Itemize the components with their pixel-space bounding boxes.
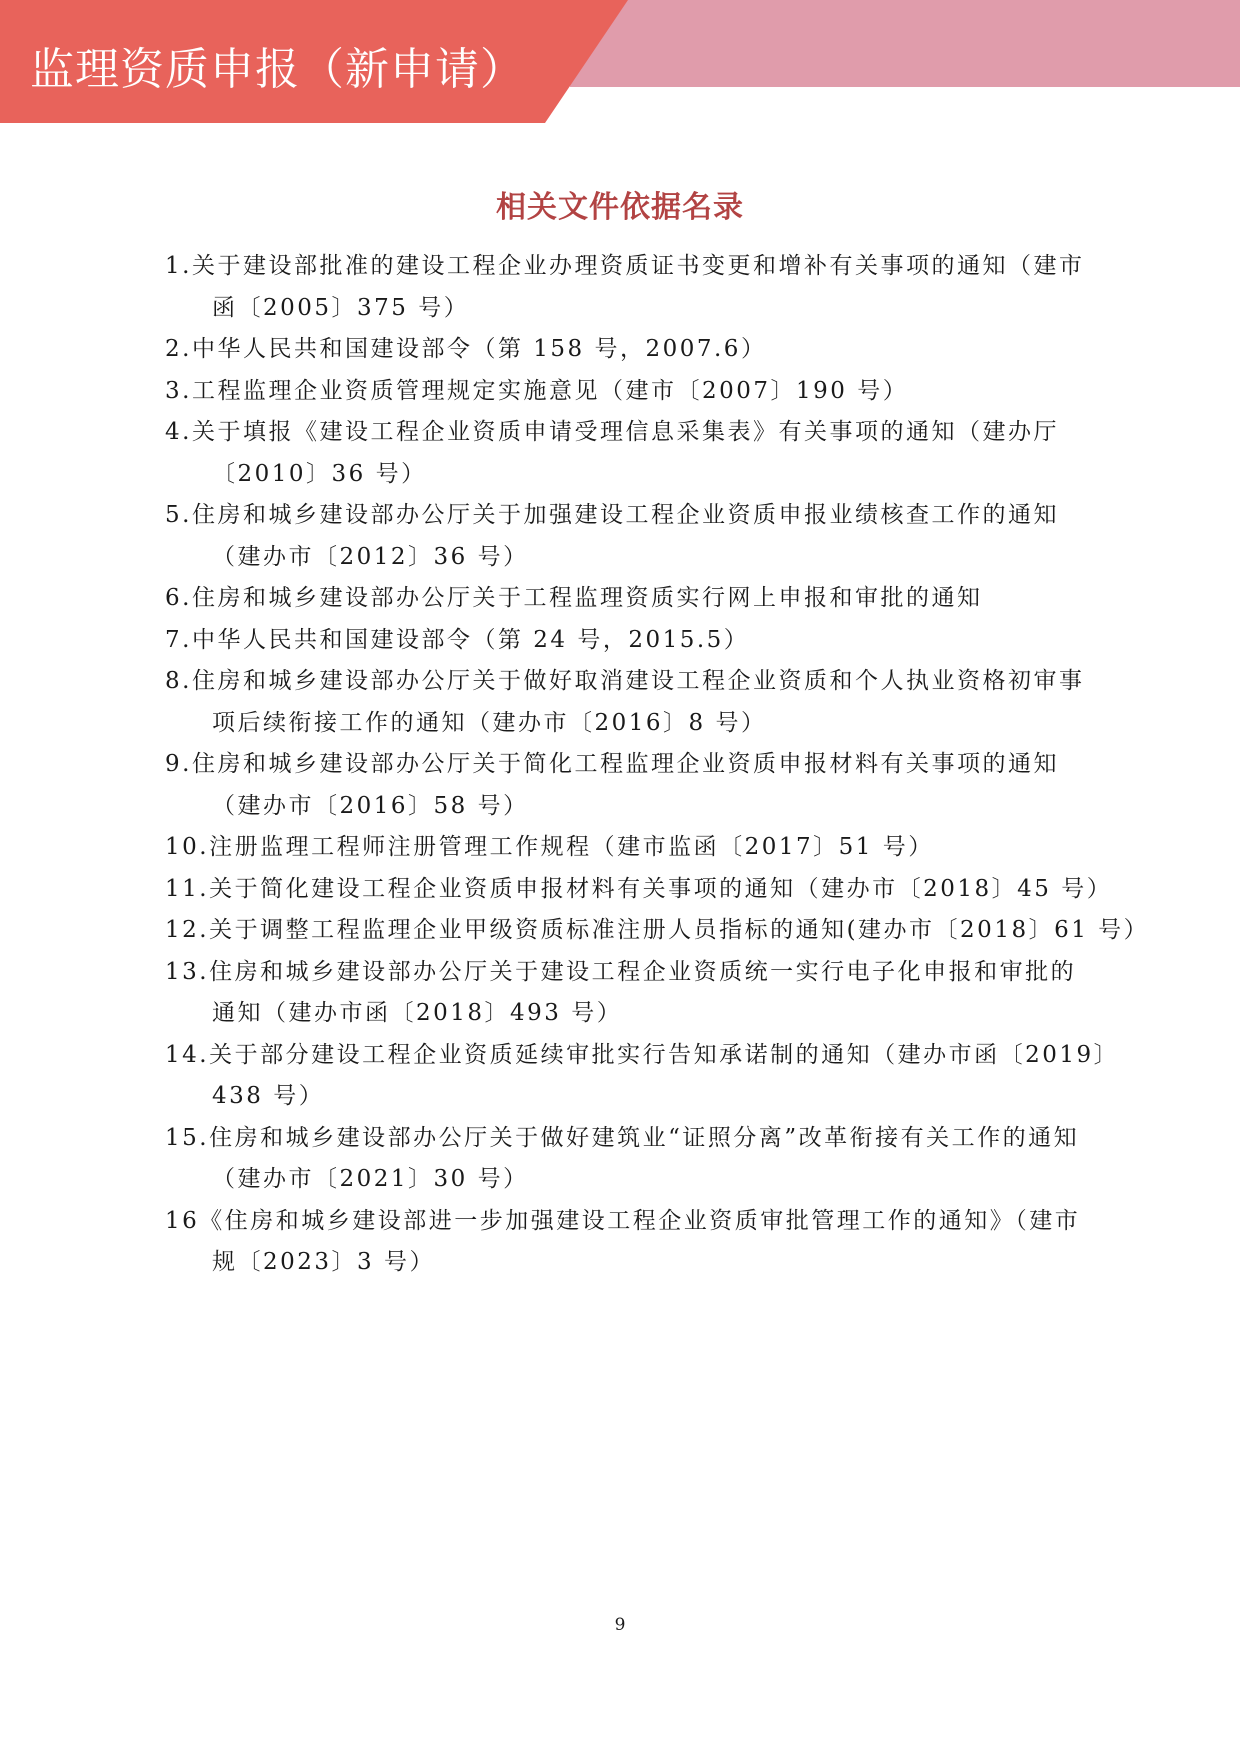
reference-line: 2.中华人民共和国建设部令（第 158 号，2007.6）: [165, 336, 767, 362]
reference-line: 1.关于建设部批准的建设工程企业办理资质证书变更和增补有关事项的通知（建市: [165, 253, 1085, 279]
reference-item: [165, 661, 1085, 744]
reference-item: [165, 371, 1070, 413]
reference-line: 项后续衔接工作的通知（建办市〔2016〕8 号）: [212, 709, 767, 736]
reference-line: 15.住房和城乡建设部办公厅关于做好建筑业“证照分离”改革衔接有关工作的通知: [165, 1124, 1080, 1151]
reference-line: 11.关于简化建设工程企业资质申报材料有关事项的通知（建办市〔2018〕45 号）: [165, 875, 1113, 902]
reference-line: 6.住房和城乡建设部办公厅关于工程监理资质实行网上申报和审批的通知: [165, 585, 983, 611]
reference-line: 3.工程监理企业资质管理规定实施意见（建市〔2007〕190 号）: [165, 377, 909, 404]
reference-item: [165, 578, 1070, 620]
header-band-pink: [545, 0, 1240, 87]
reference-line: 16《住房和城乡建设部进一步加强建设工程企业资质审批管理工作的通知》（建市: [165, 1207, 1081, 1234]
reference-item: [165, 744, 1070, 827]
reference-list: [165, 246, 1150, 1284]
reference-item: [165, 1201, 1081, 1284]
reference-item: [165, 952, 1077, 1035]
reference-line: 8.住房和城乡建设部办公厅关于做好取消建设工程企业资质和个人执业资格初审事: [165, 668, 1085, 694]
reference-item: [165, 869, 1113, 911]
reference-line: 规〔2023〕3 号）: [212, 1249, 435, 1275]
reference-item: [165, 1118, 1080, 1201]
reference-item: [165, 1035, 1120, 1118]
reference-item: [165, 246, 1085, 329]
reference-line: 5.住房和城乡建设部办公厅关于加强建设工程企业资质申报业绩核查工作的通知: [165, 502, 1059, 528]
reference-line: 10.注册监理工程师注册管理工作规程（建市监函〔2017〕51 号）: [165, 834, 934, 860]
document-title: 相关文件依据名录: [496, 190, 744, 225]
reference-line: 函〔2005〕375 号）: [212, 294, 470, 321]
reference-item: [165, 495, 1070, 578]
reference-line: 9.住房和城乡建设部办公厅关于简化工程监理企业资质申报材料有关事项的通知: [165, 751, 1059, 777]
reference-line: （建办市〔2012〕36 号）: [212, 543, 529, 570]
reference-line: 4.关于填报《建设工程企业资质申请受理信息采集表》有关事项的通知（建办厅: [165, 419, 1059, 445]
reference-item: [165, 910, 1150, 952]
reference-line: 14.关于部分建设工程企业资质延续审批实行告知承诺制的通知（建办市函〔2019〕: [165, 1041, 1120, 1068]
reference-line: 7.中华人民共和国建设部令（第 24 号，2015.5）: [165, 626, 750, 653]
reference-line: （建办市〔2016〕58 号）: [212, 792, 529, 819]
reference-line: 13.住房和城乡建设部办公厅关于建设工程企业资质统一实行电子化申报和审批的: [165, 958, 1077, 985]
page-number: 9: [614, 1615, 626, 1635]
reference-line: 438 号）: [212, 1083, 325, 1109]
reference-line: 〔2010〕36 号）: [212, 460, 427, 487]
reference-line: 12.关于调整工程监理企业甲级资质标准注册人员指标的通知(建办市〔2018〕61 号）: [165, 917, 1150, 943]
reference-item: [165, 827, 1070, 869]
reference-line: （建办市〔2021〕30 号）: [212, 1166, 529, 1192]
reference-line: 通知（建办市函〔2018〕493 号）: [212, 1000, 623, 1026]
header-title: 监理资质申报（新申请）: [30, 44, 525, 95]
reference-item: [165, 329, 1070, 371]
reference-item: [165, 620, 1070, 662]
reference-item: [165, 412, 1070, 495]
